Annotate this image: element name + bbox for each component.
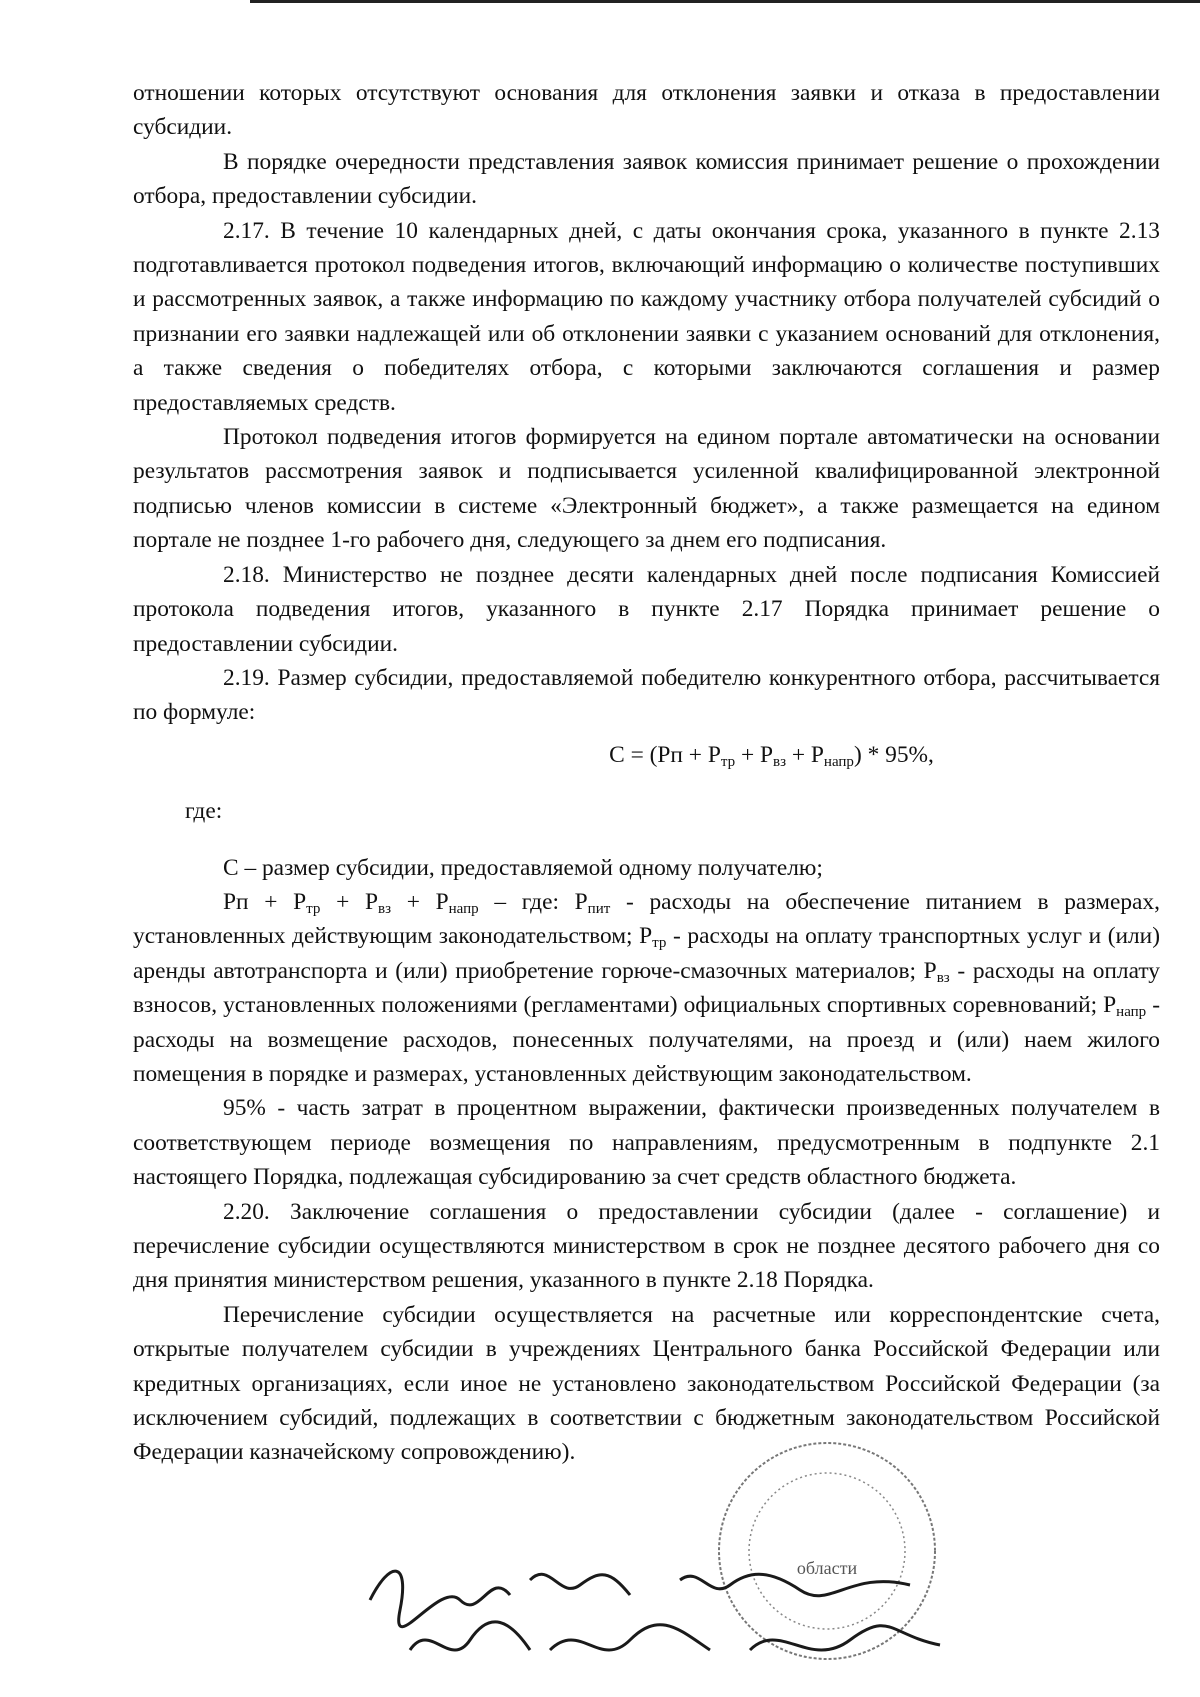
paragraph-2-20: 2.20. Заключение соглашения о предоставлении субсидии (далее - соглашение) и перечисление субсидии осуществляются министерством в срок не позднее десятого рабочего дня со дня принятия министерством решения, указанного в пункте 2.18 Порядка.	[133, 1198, 1160, 1294]
definition-95-percent: 95% - часть затрат в процентном выражении, фактически произведенных получателем в соответствующем периоде возмещения по направлениям, предусмотренным в подпункте 2.1 настоящего Порядка, подлежащая субсидированию за счет средств областного бюджета.	[133, 1095, 1160, 1191]
paragraph-2-18: 2.18. Министерство не позднее десяти календарных дней после подписания Комиссией протокола подведения итогов, указанного в пункте 2.17 Порядка принимает решение о предоставлении субсидии.	[133, 561, 1160, 657]
where-label: где:	[185, 798, 223, 825]
paragraph-2-19: 2.19. Размер субсидии, предоставляемой победителю конкурентного отбора, рассчитывается по формуле:	[133, 664, 1160, 726]
document-page	[133, 76, 1160, 1470]
paragraph: Перечисление субсидии осуществляется на расчетные или корреспондентские счета, открытые получателем субсидии в учреждениях Центрального банка Российской Федерации или кредитных организациях, если иное не установлено законодательством Российской Федерации (за исключением субсидий, подлежащих в соответствии с бюджетным законодательством Российской Федерации казначейскому сопровождению).	[133, 1301, 1160, 1466]
stamp-text: области	[796, 1558, 858, 1578]
paragraph-2-17: 2.17. В течение 10 календарных дней, с даты окончания срока, указанного в пункте 2.13 подготавливается протокол подведения итогов, включающий информацию о количестве поступивших и рассмотренных заявок, а также информацию по каждому участнику отбора получателей субсидий о признании его заявки надлежащей или об отклонении заявки с указанием оснований для отклонения, а также сведения о победителях отбора, с которыми заключаются соглашения и размер предоставляемых средств.	[133, 217, 1160, 416]
top-border-line	[250, 0, 1200, 3]
subsidy-formula: $С = (Рп + Р_{тр} + Р_{вз} + Р_{напр}) * 95\%$,	[609, 741, 934, 770]
handwritten-signature	[350, 1540, 950, 1690]
paragraph: В порядке очередности представления заявок комиссия принимает решение о прохождении отбора, предоставлении субсидии.	[133, 148, 1160, 210]
paragraph: Протокол подведения итогов формируется на едином портале автоматически на основании результатов рассмотрения заявок и подписывается усиленной квалифицированной электронной подписью членов комиссии в системе «Электронный бюджет», а также размещается на едином портале не позднее 1-го рабочего дня, следующего за днем его подписания.	[133, 424, 1160, 554]
paragraph: отношении которых отсутствуют основания для отклонения заявки и отказа в предоставлении субсидии.	[133, 80, 1160, 141]
definition-c: С – размер субсидии, предоставляемой одному получателю;	[223, 854, 823, 881]
definition-components: Рп + $Р_{тр} + Р_{вз} + Р_{напр}$ – где: $Р_{пит}$ - расходы на обеспечение питанием в размерах, установленных действующим законодательством; $Р_{тр}$ - расходы на оплату транспортных услуг и (или) аренды автотранспорта и (или) приобретение горюче-смазочных материалов; $Р_{вз}$ - расходы на оплату взносов, установленных положениями (регламентами) официальных спортивных соревнований; $Р_{напр}$ - расходы на возмещение расходов, понесенных получателями, на проезд и (или) наем жилого помещения в порядке и размерах, установленных действующим законодательством.	[133, 888, 1160, 1087]
